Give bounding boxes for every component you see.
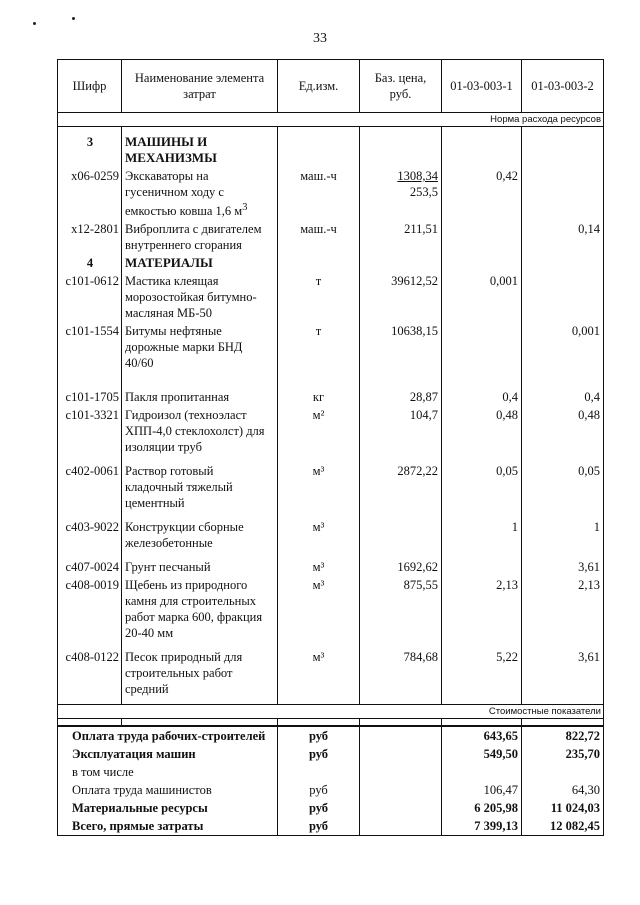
total-value-2: 235,70 [522, 745, 604, 763]
section-number: 4 [58, 254, 122, 272]
row-code: с407-0024 [58, 558, 122, 576]
row-name: Экскаваторы на гусеничном ходу с емкостью ковша 1,6 $м^3$ [122, 167, 278, 220]
row-price: 1308,34 253,5 [360, 167, 442, 220]
row-unit: м² [278, 406, 360, 456]
row-value-2: 3,61 [522, 558, 604, 576]
row-value-2: 2,13 [522, 576, 604, 642]
row-unit: м³ [278, 518, 360, 552]
total-unit: руб [278, 799, 360, 817]
row-value-1: 0,48 [442, 406, 522, 456]
band-norms [58, 113, 604, 127]
total-row [58, 726, 604, 745]
row-price: 10638,15 [360, 322, 442, 372]
header-col2: 01-03-003-2 [522, 60, 604, 113]
row-value-2 [522, 272, 604, 322]
header-name: Наименование элемента затрат [122, 60, 278, 113]
row-value-1 [442, 220, 522, 254]
row-value-2: 0,05 [522, 462, 604, 512]
total-value-2: 822,72 [522, 726, 604, 745]
table-row [58, 220, 604, 254]
row-value-1 [442, 322, 522, 372]
table-row [58, 167, 604, 220]
total-unit: руб [278, 745, 360, 763]
total-label: Оплата труда машинистов [58, 781, 278, 799]
table-row [58, 272, 604, 322]
total-unit: руб [278, 817, 360, 836]
row-name: Грунт песчаный [122, 558, 278, 576]
band-costs-label: Стоимостные показатели [58, 705, 604, 719]
row-price: 2872,22 [360, 462, 442, 512]
header-unit: Ед.изм. [278, 60, 360, 113]
table-row [58, 322, 604, 372]
row-price: 1692,62 [360, 558, 442, 576]
row-unit: т [278, 322, 360, 372]
row-price: 28,87 [360, 388, 442, 406]
section-number: 3 [58, 133, 122, 167]
row-unit: т [278, 272, 360, 322]
row-code: с101-1554 [58, 322, 122, 372]
section-title: МАТЕРИАЛЫ [122, 254, 278, 272]
row-value-1: 2,13 [442, 576, 522, 642]
total-label: Эксплуатация машин [58, 745, 278, 763]
row-code: с101-1705 [58, 388, 122, 406]
row-code: с403-9022 [58, 518, 122, 552]
section-row [58, 133, 604, 167]
total-row [58, 781, 604, 799]
row-value-1: 1 [442, 518, 522, 552]
total-unit: руб [278, 726, 360, 745]
row-value-1: 0,05 [442, 462, 522, 512]
row-code: с408-0122 [58, 648, 122, 698]
row-name: Виброплита с двигателем внутреннего сгорания [122, 220, 278, 254]
row-name: Битумы нефтяные дорожные марки БНД 40/60 [122, 322, 278, 372]
total-label: Материальные ресурсы [58, 799, 278, 817]
row-name: Щебень из природного камня для строительных работ марка 600, фракция 20-40 мм [122, 576, 278, 642]
row-value-2: 3,61 [522, 648, 604, 698]
total-label: Оплата труда рабочих-строителей [58, 726, 278, 745]
row-unit: м³ [278, 576, 360, 642]
total-unit: руб [278, 781, 360, 799]
total-value-1: 106,47 [442, 781, 522, 799]
row-value-1: 0,42 [442, 167, 522, 220]
row-name: Конструкции сборные железобетонные [122, 518, 278, 552]
row-name: Песок природный для строительных работ средний [122, 648, 278, 698]
row-unit: кг [278, 388, 360, 406]
table-row [58, 388, 604, 406]
scan-dot [72, 17, 75, 20]
row-code: с402-0061 [58, 462, 122, 512]
row-unit: м³ [278, 462, 360, 512]
total-value-1: 643,65 [442, 726, 522, 745]
row-value-1: 0,4 [442, 388, 522, 406]
row-price: 104,7 [360, 406, 442, 456]
row-price: 784,68 [360, 648, 442, 698]
row-value-2: 0,48 [522, 406, 604, 456]
total-row [58, 745, 604, 763]
row-code: с101-0612 [58, 272, 122, 322]
total-value-1: 549,50 [442, 745, 522, 763]
table-row [58, 648, 604, 698]
header-code: Шифр [58, 60, 122, 113]
row-value-2: 0,14 [522, 220, 604, 254]
table-header [58, 60, 604, 113]
row-unit: м³ [278, 648, 360, 698]
table-row [58, 558, 604, 576]
row-price: 875,55 [360, 576, 442, 642]
row-name: Гидроизол (техноэласт ХПП-4,0 стеклохолст) для изоляции труб [122, 406, 278, 456]
row-code: с408-0019 [58, 576, 122, 642]
scan-dot [33, 22, 36, 25]
total-label: Всего, прямые затраты [58, 817, 278, 836]
row-code: х12-2801 [58, 220, 122, 254]
total-row [58, 763, 604, 781]
row-price: 211,51 [360, 220, 442, 254]
header-col1: 01-03-003-1 [442, 60, 522, 113]
row-unit: маш.-ч [278, 167, 360, 220]
total-value-2: 64,30 [522, 781, 604, 799]
row-name: Мастика клеящая морозостойкая битумно-масляная МБ-50 [122, 272, 278, 322]
section-title: МАШИНЫ И МЕХАНИЗМЫ [122, 133, 278, 167]
row-price: 39612,52 [360, 272, 442, 322]
total-row [58, 799, 604, 817]
section-row [58, 254, 604, 272]
total-value-2: 12 082,45 [522, 817, 604, 836]
row-value-1: 5,22 [442, 648, 522, 698]
row-value-2: 1 [522, 518, 604, 552]
total-row [58, 817, 604, 836]
row-unit: м³ [278, 558, 360, 576]
resource-table [57, 59, 604, 836]
row-value-2 [522, 167, 604, 220]
row-name: Пакля пропитанная [122, 388, 278, 406]
row-value-1: 0,001 [442, 272, 522, 322]
total-value-2: 11 024,03 [522, 799, 604, 817]
row-unit: маш.-ч [278, 220, 360, 254]
total-value-1: 7 399,13 [442, 817, 522, 836]
table-row [58, 406, 604, 456]
total-label: в том числе [58, 763, 278, 781]
row-code: с101-3321 [58, 406, 122, 456]
header-price: Баз. цена, руб. [360, 60, 442, 113]
row-code: х06-0259 [58, 167, 122, 220]
row-value-2: 0,001 [522, 322, 604, 372]
total-value-1: 6 205,98 [442, 799, 522, 817]
table-row [58, 462, 604, 512]
band-costs [58, 705, 604, 719]
row-name: Раствор готовый кладочный тяжелый цементный [122, 462, 278, 512]
page-number: 33 [313, 31, 327, 46]
row-value-1 [442, 558, 522, 576]
table-row [58, 518, 604, 552]
band-norms-label: Норма расхода ресурсов [58, 113, 604, 127]
row-value-2: 0,4 [522, 388, 604, 406]
row-price [360, 518, 442, 552]
table-row [58, 576, 604, 642]
